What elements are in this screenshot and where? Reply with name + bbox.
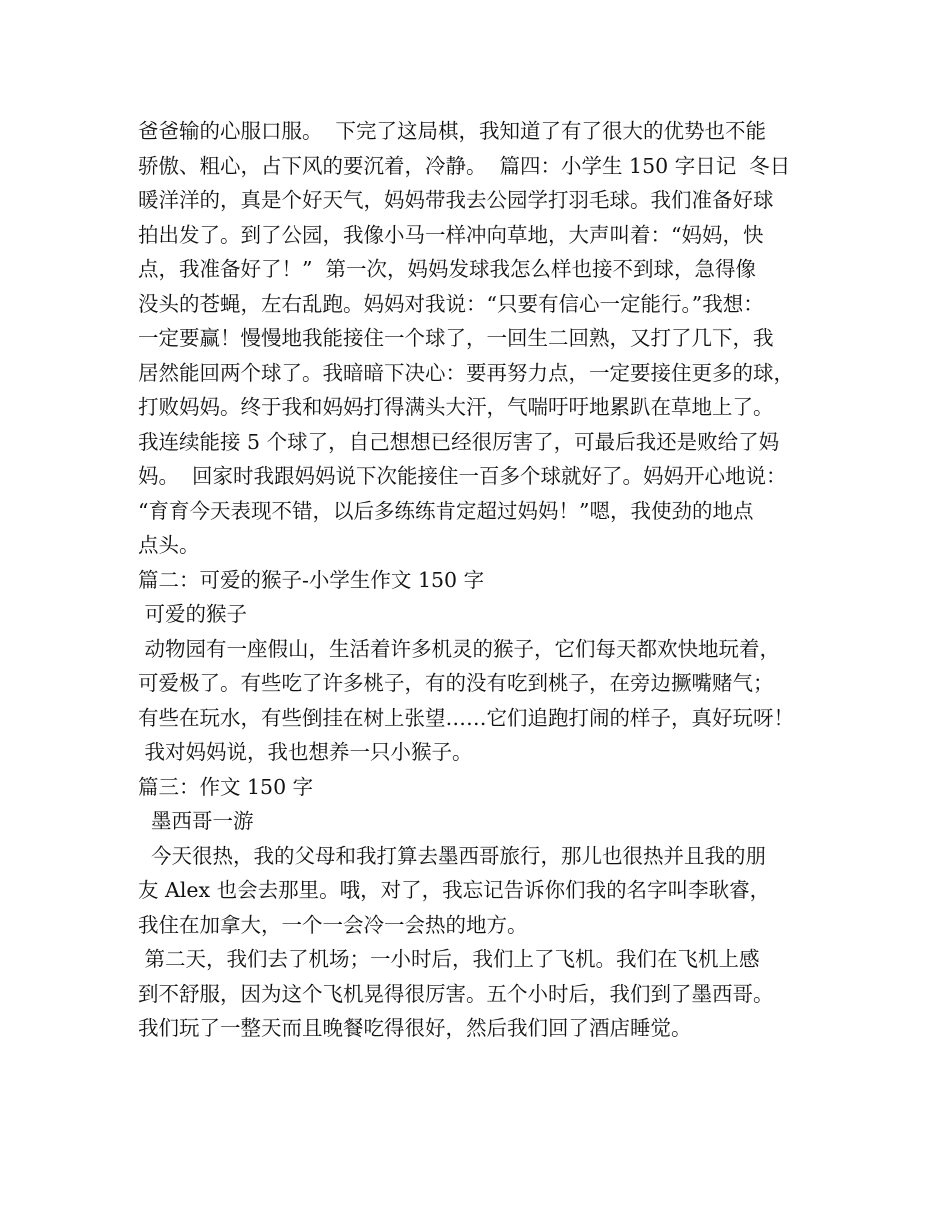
text-line: 我住在加拿大，一个一会冷一会热的地方。 (138, 912, 528, 937)
text-line: 动物园有一座假山，生活着许多机灵的猴子，它们每天都欢快地玩着， (138, 636, 781, 661)
text-line: 我们玩了一整天而且晚餐吃得很好，然后我们回了酒店睡觉。 (138, 1016, 692, 1040)
essay-text-body (138, 114, 828, 1046)
text-line: 没头的苍蝇，左右乱跑。妈妈对我说：“只要有信心一定能行。”我想： (138, 291, 764, 316)
text-line: 暖洋洋的，真是个好天气，妈妈带我去公园学打羽毛球。我们准备好球 (138, 188, 774, 212)
text-line: 打败妈妈。终于我和妈妈打得满头大汗，气喘吁吁地累趴在草地上了。 (138, 395, 774, 419)
text-line: “育育今天表现不错，以后多练练肯定超过妈妈！”嗯，我使劲的地点 (138, 498, 754, 523)
text-line: 拍出发了。到了公园，我像小马一样冲向草地，大声叫着：“妈妈，快 (138, 222, 764, 247)
text-line: 我对妈妈说，我也想养一只小猴子。 (138, 740, 473, 764)
text-line: 点头。 (138, 533, 200, 557)
text-line: 我连续能接 5 个球了，自己想想已经很厉害了，可最后我还是败给了妈 (138, 429, 780, 454)
text-line: 点，我准备好了！” 第一次，妈妈发球我怎么样也接不到球，急得像 (138, 257, 757, 281)
text-line: 今天很热，我的父母和我打算去墨西哥旅行，那儿也很热并且我的朋 (138, 843, 767, 868)
text-line: 第二天，我们去了机场；一小时后，我们上了飞机。我们在飞机上感 (138, 947, 760, 971)
section-title-3: 墨西哥一游 (138, 809, 254, 833)
text-line: 骄傲、粗心，占下风的要沉着，冷静。 篇四：小学生 150 字日记 冬日 (138, 153, 791, 178)
text-line: 友 Alex 也会去那里。哦，对了，我忘记告诉你们我的名字叫李耿睿， (138, 878, 771, 902)
section-heading-3: 篇三：作文 150 字 (138, 774, 314, 799)
section-title-2: 可爱的猴子 (138, 602, 248, 626)
text-line: 妈。 回家时我跟妈妈说下次能接住一百多个球就好了。妈妈开心地说： (138, 464, 787, 488)
text-line: 到不舒服，因为这个飞机晃得很厉害。五个小时后，我们到了墨西哥。 (138, 981, 774, 1006)
text-line: 居然能回两个球了。我暗暗下决心：要再努力点，一定要接住更多的球， (138, 360, 794, 385)
text-line: 爸爸输的心服口服。 下完了这局棋，我知道了有了很大的优势也不能 (138, 119, 767, 143)
text-line: 一定要赢！慢慢地我能接住一个球了，一回生二回熟，又打了几下，我 (138, 326, 774, 350)
text-line: 有些在玩水，有些倒挂在树上张望……它们追跑打闹的样子，真好玩呀！ (138, 705, 794, 730)
text-line: 可爱极了。有些吃了许多桃子，有的没有吃到桃子，在旁边撅嘴赌气； (138, 671, 774, 695)
section-heading-2: 篇二：可爱的猴子-小学生作文 150 字 (138, 567, 485, 592)
